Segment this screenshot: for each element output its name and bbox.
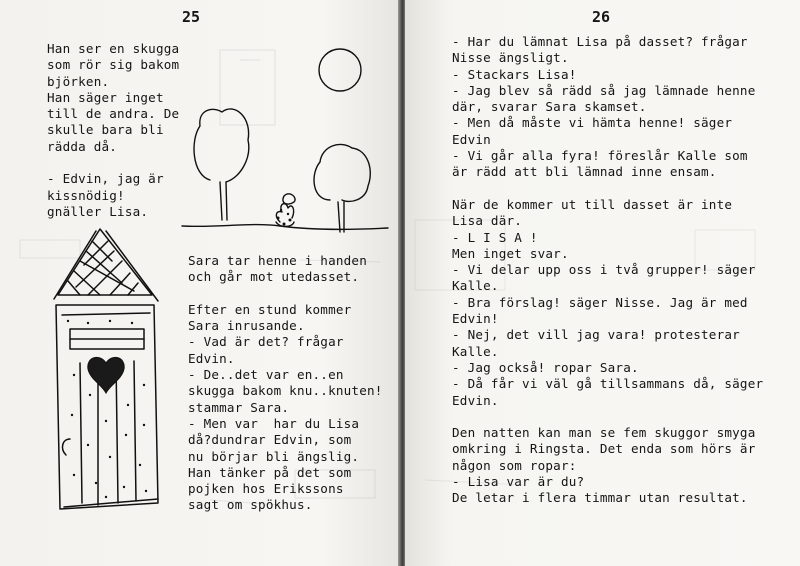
text-line: När de kommer ut till dasset är inte bbox=[452, 196, 733, 212]
text-line: Kalle. bbox=[452, 343, 499, 359]
sun-icon bbox=[319, 49, 361, 91]
text-line: stammar Sara. bbox=[188, 399, 290, 415]
text-line: nu börjar bli ängslig. bbox=[188, 448, 360, 464]
tree-right-icon bbox=[314, 144, 370, 201]
text-line: som rör sig bakom bbox=[47, 57, 180, 73]
text-line: kissnödig! bbox=[47, 187, 125, 203]
right-page-number: 26 bbox=[592, 8, 611, 26]
text-line: - Bra förslag! säger Nisse. Jag är med bbox=[452, 294, 748, 310]
text-line: - Har du lämnat Lisa på dasset? frågar bbox=[452, 34, 748, 49]
text-line: - De..det var en..en bbox=[188, 367, 344, 383]
text-line: gnäller Lisa. bbox=[47, 203, 149, 219]
outhouse-body bbox=[56, 305, 158, 509]
text-line bbox=[452, 409, 763, 425]
text-line: Lisa där. bbox=[452, 213, 523, 229]
text-line: Han ser en skugga bbox=[47, 41, 180, 56]
door-handle bbox=[63, 439, 70, 455]
text-line: pojken hos Erikssons bbox=[188, 481, 344, 497]
text-line bbox=[452, 181, 763, 197]
text-line: - Jag också! ropar Sara. bbox=[452, 359, 639, 375]
text-line: då?dundrar Edvin, som bbox=[188, 432, 352, 448]
text-line: - Men var har du Lisa bbox=[188, 415, 360, 431]
text-line bbox=[188, 286, 383, 302]
text-line: till de andra. De bbox=[47, 106, 180, 122]
text-line: Edvin. bbox=[188, 350, 235, 366]
right-page bbox=[405, 0, 800, 566]
text-line: någon som ropar: bbox=[452, 457, 577, 473]
text-line: omkring i Ringsta. Det enda som hörs är bbox=[452, 441, 756, 457]
text-line: där, svarar Sara skamset. bbox=[452, 99, 647, 115]
text-line: - Då får vi väl gå tillsammans då, säger bbox=[452, 376, 764, 392]
text-line: - Vi delar upp oss i två grupper! säger bbox=[452, 262, 756, 278]
text-line: Efter en stund kommer bbox=[188, 301, 352, 317]
text-line: Edvin. bbox=[452, 392, 499, 408]
text-line: - Vi går alla fyra! föreslår Kalle som bbox=[452, 148, 748, 164]
left-top-text bbox=[47, 41, 179, 220]
text-line: är rädd att bli lämnad inne ensam. bbox=[452, 164, 717, 180]
text-line: Sara tar henne i handen bbox=[188, 253, 367, 268]
right-page-text bbox=[452, 34, 763, 507]
outhouse-drawing bbox=[40, 225, 180, 535]
night-scene-drawing bbox=[180, 40, 390, 250]
text-line: Nisse ängsligt. bbox=[452, 50, 569, 66]
text-line: - Men då måste vi hämta henne! säger bbox=[452, 115, 733, 131]
text-line: Sara inrusande. bbox=[188, 318, 305, 334]
tree-left-icon bbox=[194, 109, 249, 182]
left-bottom-text bbox=[188, 253, 383, 514]
text-line: - L I S A ! bbox=[452, 229, 538, 245]
text-line: sagt om spökhus. bbox=[188, 497, 313, 513]
text-line: skugga bakom knu..knuten! bbox=[188, 383, 383, 399]
heart-icon bbox=[88, 357, 124, 393]
text-line: De letar i flera timmar utan resultat. bbox=[452, 490, 748, 506]
text-line: - Edvin, jag är bbox=[47, 171, 164, 187]
text-line: Edvin bbox=[452, 131, 491, 147]
left-page-number: 25 bbox=[182, 8, 201, 26]
text-line: Kalle. bbox=[452, 278, 499, 294]
text-line: Den natten kan man se fem skuggor smyga bbox=[452, 425, 756, 441]
text-line: Men inget svar. bbox=[452, 245, 569, 261]
text-line: Han säger inget bbox=[47, 89, 164, 105]
text-line: rädda då. bbox=[47, 138, 118, 154]
text-line: björken. bbox=[47, 73, 110, 89]
text-line: skulle bara bli bbox=[47, 122, 164, 138]
text-line: - Nej, det vill jag vara! protesterar bbox=[452, 327, 740, 343]
text-line: och går mot utedasset. bbox=[188, 269, 360, 285]
text-line: - Lisa var är du? bbox=[452, 474, 585, 490]
text-line: Han tänker på det som bbox=[188, 464, 352, 480]
text-line: - Jag blev så rädd så jag lämnade henne bbox=[452, 82, 756, 98]
text-line bbox=[47, 155, 179, 171]
text-line: - Vad är det? frågar bbox=[188, 334, 344, 350]
text-line: - Stackars Lisa! bbox=[452, 66, 577, 82]
text-line: Edvin! bbox=[452, 311, 499, 327]
